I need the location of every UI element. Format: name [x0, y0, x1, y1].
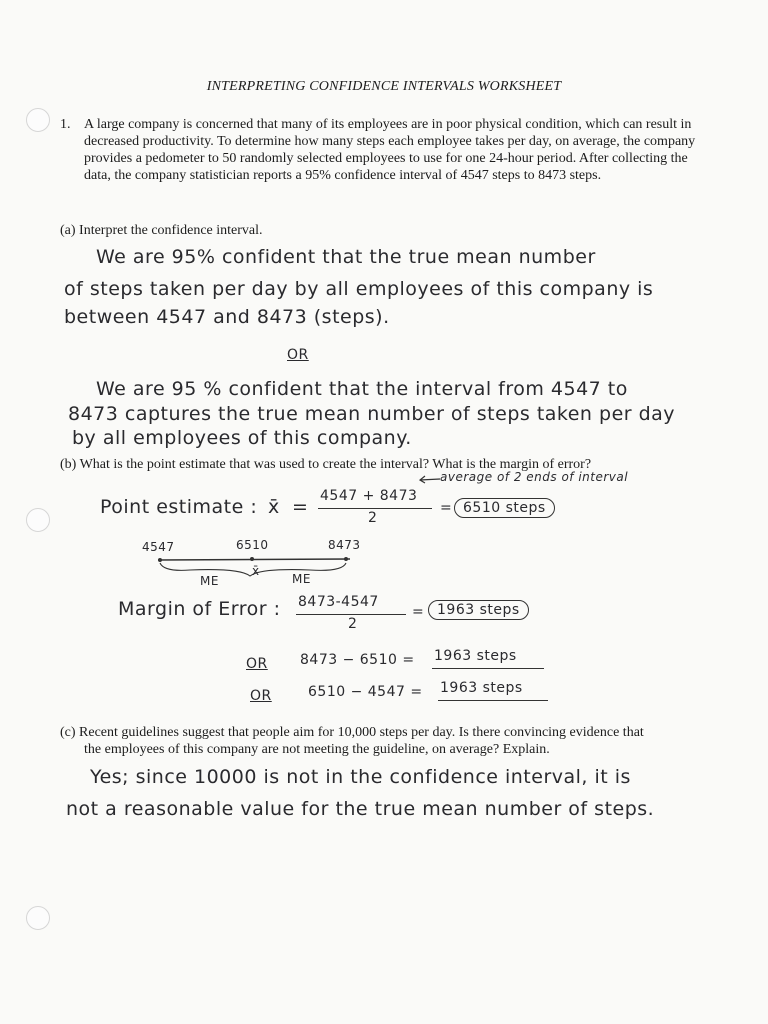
part-a-prompt: (a) Interpret the confidence interval. — [60, 223, 263, 238]
margin-of-error-result: 1963 steps — [428, 600, 529, 620]
punch-hole-top — [26, 108, 50, 132]
point-estimate-result: 6510 steps — [454, 498, 555, 518]
moe-alt-1-underline — [432, 668, 544, 669]
moe-numerator: 8473-4547 — [298, 594, 379, 610]
margin-of-error-label: Margin of Error : — [118, 598, 281, 620]
point-estimate-label: Point estimate : — [100, 496, 258, 518]
moe-alt-or-1: OR — [246, 656, 268, 672]
moe-alt-2-result: 1963 steps — [440, 680, 523, 696]
moe-fraction-bar — [296, 614, 406, 615]
moe-alt-1-result: 1963 steps — [434, 648, 517, 664]
part-a-answer1-line2: of steps taken per day by all employees of this company is — [64, 278, 654, 300]
pe-equals: = — [292, 496, 309, 518]
part-c-answer-line1: Yes; since 10000 is not in the confidence interval, it is — [90, 766, 631, 788]
average-note: average of 2 ends of interval — [440, 470, 629, 484]
number-line-me-left: ME — [200, 574, 219, 588]
number-line-right-label: 8473 — [328, 538, 361, 552]
part-a-or: OR — [287, 347, 309, 363]
pe-numerator: 4547 + 8473 — [320, 488, 418, 504]
part-c-prompt-line2: the employees of this company are not meeting the guideline, on average? Explain. — [84, 742, 550, 757]
worksheet-title: INTERPRETING CONFIDENCE INTERVALS WORKSHEET — [206, 79, 562, 94]
note-arrow — [418, 474, 442, 484]
part-b-prompt: (b) What is the point estimate that was used to create the interval? What is the margin of error? — [60, 457, 592, 472]
pe-fraction-bar — [318, 508, 432, 509]
moe-alt-1-expression: 8473 − 6510 = — [300, 652, 415, 668]
moe-alt-2-expression: 6510 − 4547 = — [308, 684, 423, 700]
pe-denominator: 2 — [368, 510, 378, 526]
xbar-symbol: x̄ — [268, 496, 280, 518]
number-line-left-label: 4547 — [142, 540, 175, 554]
number-line-me-right: ME — [292, 572, 311, 586]
punch-hole-middle — [26, 508, 50, 532]
number-line-mid-label: 6510 — [236, 538, 269, 552]
number-line-xbar-mark: x̄ — [252, 564, 260, 578]
pe-result-equals: = — [440, 500, 453, 516]
part-c-prompt-line1: (c) Recent guidelines suggest that people aim for 10,000 steps per day. Is there convincing evidence that — [60, 725, 644, 740]
part-a-answer1-line3: between 4547 and 8473 (steps). — [64, 306, 390, 328]
moe-alt-2-underline — [438, 700, 548, 701]
moe-denominator: 2 — [348, 616, 358, 632]
question-text: A large company is concerned that many of its employees are in poor physical condition, which can result in decreased productivity. To determine how many steps each employee takes per day, on average, the company provides a pedometer to 50 randomly selected employees to use for one 24-hour period. After collecting the data, the company statistician reports a 95% confidence interval of 4547 steps to 8473 steps. — [84, 117, 696, 183]
part-c-answer-line2: not a reasonable value for the true mean number of steps. — [66, 798, 655, 820]
question-number: 1. — [60, 117, 71, 132]
moe-alt-or-2: OR — [250, 688, 272, 704]
part-a-answer2-line1: We are 95 % confident that the interval from 4547 to — [96, 378, 628, 400]
punch-hole-bottom — [26, 906, 50, 930]
part-a-answer1-line1: We are 95% confident that the true mean number — [96, 246, 596, 268]
number-line — [150, 554, 370, 584]
moe-result-equals: = — [412, 604, 425, 620]
part-a-answer2-line2: 8473 captures the true mean number of steps taken per day — [68, 403, 676, 425]
part-a-answer2-line3: by all employees of this company. — [72, 427, 412, 449]
